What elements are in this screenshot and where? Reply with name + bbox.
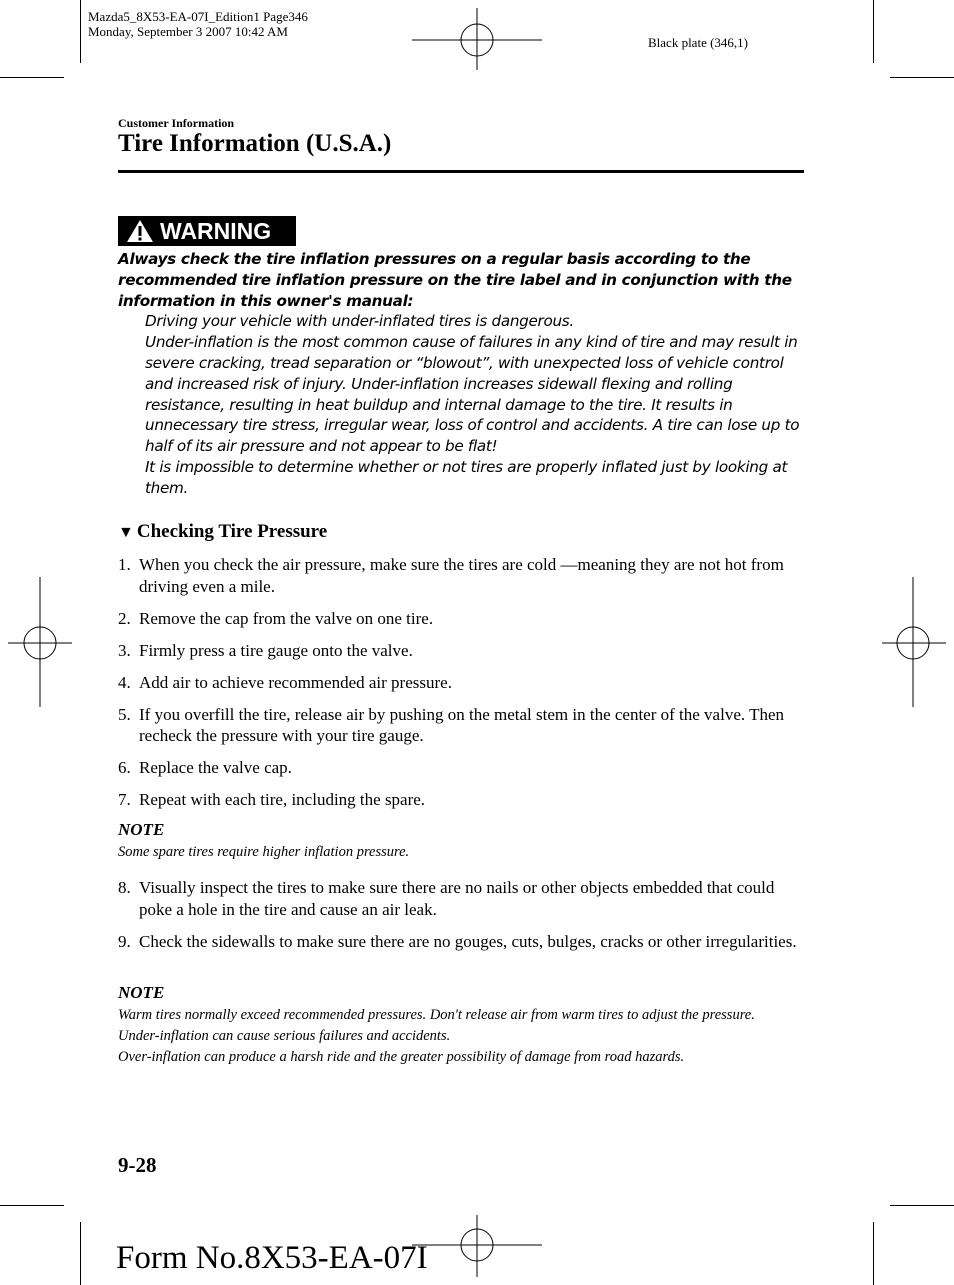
note-text: Warm tires normally exceed recommended pressures. Don't release air from warm tires to adjust the pressure. bbox=[118, 1007, 755, 1023]
section-label: Customer Information bbox=[118, 116, 235, 130]
steps-list bbox=[118, 554, 808, 821]
step-text: Check the sidewalls to make sure there are no gouges, cuts, bulges, cracks or other irregularities. bbox=[139, 931, 797, 951]
subsection-title: Checking Tire Pressure bbox=[136, 521, 328, 542]
crop-mark bbox=[0, 77, 64, 78]
plate-label: Black plate (346,1) bbox=[648, 35, 748, 50]
print-header-line2: Monday, September 3 2007 10:42 AM bbox=[88, 24, 288, 39]
crop-mark bbox=[80, 1222, 81, 1285]
title-divider bbox=[118, 170, 804, 173]
note-text: Some spare tires require higher inflation pressure. bbox=[118, 844, 410, 860]
list-item bbox=[118, 554, 808, 597]
step-number: 8. bbox=[118, 878, 131, 897]
crop-mark bbox=[80, 0, 81, 63]
step-text: When you check the air pressure, make sure the tires are cold —meaning they are not hot from driving even a mile. bbox=[139, 555, 784, 596]
form-number: Form No.8X53-EA-07I bbox=[116, 1240, 428, 1276]
registration-mark-icon bbox=[412, 1215, 542, 1277]
list-item bbox=[118, 704, 808, 747]
step-number: 6. bbox=[118, 758, 131, 777]
step-number: 9. bbox=[118, 931, 131, 951]
list-item bbox=[118, 757, 808, 779]
list-item bbox=[118, 931, 808, 953]
list-item bbox=[118, 672, 808, 694]
note-text: Under-inflation can cause serious failures and accidents. bbox=[118, 1028, 451, 1044]
note-text: Over-inflation can produce a harsh ride and the greater possibility of damage from road hazards. bbox=[118, 1049, 685, 1065]
registration-mark-icon bbox=[412, 8, 542, 70]
steps-list bbox=[118, 877, 808, 963]
step-number: 4. bbox=[118, 672, 131, 692]
crop-mark bbox=[890, 77, 954, 78]
step-text: If you overfill the tire, release air by pushing on the metal stem in the center of the valve. Then recheck the pressure with your tire gauge. bbox=[139, 704, 784, 745]
note-heading: NOTE bbox=[118, 820, 165, 839]
registration-mark-icon bbox=[8, 577, 72, 707]
note-text-block bbox=[118, 1005, 808, 1068]
print-header-info bbox=[88, 9, 308, 39]
step-text: Replace the valve cap. bbox=[139, 758, 292, 777]
warning-lead: Always check the tire inflation pressures on a regular basis according to the recommended tire inflation pressure on the tire label and in conjunction with the information in this owner's manual: bbox=[118, 250, 792, 310]
print-header-line1: Mazda5_8X53-EA-07I_Edition1 Page346 bbox=[88, 9, 308, 24]
warning-text bbox=[118, 249, 808, 499]
step-number: 1. bbox=[118, 555, 131, 574]
crop-mark bbox=[873, 1222, 874, 1285]
note-heading: NOTE bbox=[118, 983, 165, 1002]
crop-mark bbox=[873, 0, 874, 63]
step-text: Add air to achieve recommended air pressure. bbox=[139, 672, 452, 692]
page-number: 9-28 bbox=[118, 1153, 157, 1177]
triangle-down-icon: ▼ bbox=[118, 524, 134, 541]
step-text: Firmly press a tire gauge onto the valve. bbox=[139, 640, 413, 660]
list-item bbox=[118, 608, 808, 630]
list-item bbox=[118, 789, 808, 811]
warning-badge bbox=[118, 216, 296, 246]
registration-mark-icon bbox=[882, 577, 946, 707]
warning-label: WARNING bbox=[160, 217, 272, 244]
warning-triangle-icon bbox=[126, 219, 154, 243]
warning-paragraph: Under-inflation is the most common cause of failures in any kind of tire and may result in severe cracking, tread separation or “blowout”, with unexpected loss of vehicle control and increased risk of injury. Under-inflation increases sidewall flexing and rolling resistance, resulting in heat buildup and internal damage to the tire. It results in unnecessary tire stress, irregular wear, loss of control and accidents. A tire can lose up to half of its air pressure and not appear to be flat! bbox=[145, 333, 800, 456]
warning-paragraph: It is impossible to determine whether or not tires are properly inflated just by looking at them. bbox=[145, 457, 788, 497]
step-number: 7. bbox=[118, 790, 131, 809]
step-number: 5. bbox=[118, 704, 131, 724]
step-text: Remove the cap from the valve on one tire. bbox=[139, 608, 434, 628]
page-title: Tire Information (U.S.A.) bbox=[118, 130, 392, 157]
crop-mark bbox=[890, 1205, 954, 1206]
subsection-heading bbox=[118, 521, 327, 543]
warning-paragraph: Driving your vehicle with under-inflated tires is dangerous. bbox=[145, 312, 574, 331]
step-text: Repeat with each tire, including the spare. bbox=[139, 790, 426, 809]
list-item bbox=[118, 877, 808, 920]
step-number: 3. bbox=[118, 640, 131, 660]
list-item bbox=[118, 640, 808, 662]
crop-mark bbox=[0, 1205, 64, 1206]
step-number: 2. bbox=[118, 608, 131, 628]
step-text: Visually inspect the tires to make sure there are no nails or other objects embedded that could poke a hole in the tire and cause an air leak. bbox=[139, 878, 775, 919]
